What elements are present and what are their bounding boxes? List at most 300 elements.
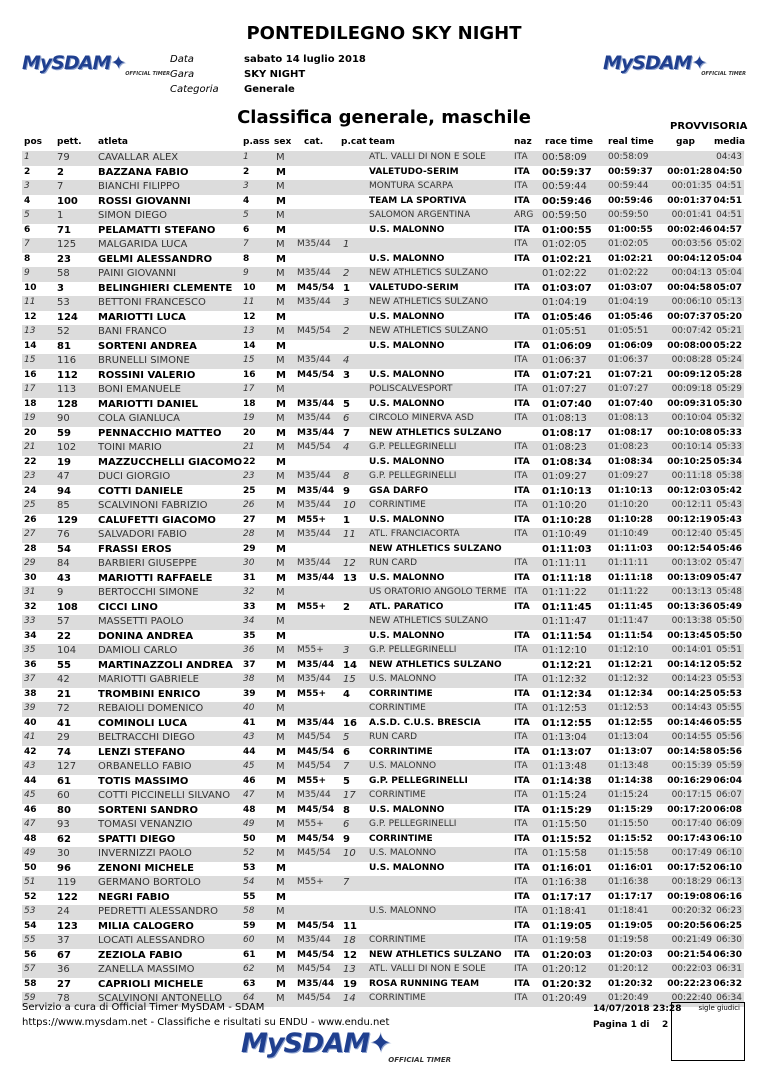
cell-gap: 00:04:12 <box>667 253 712 264</box>
cell-sex: M <box>276 819 285 830</box>
cell-team: NEW ATHLETICS SULZANO <box>369 326 489 336</box>
table-row <box>22 833 744 848</box>
cell-real-time: 01:11:54 <box>608 630 653 641</box>
cell-race-time: 01:19:05 <box>542 920 592 932</box>
cell-overall-pos: 55 <box>243 891 256 902</box>
cell-race-time: 01:13:04 <box>542 732 587 743</box>
cell-pace: 05:13 <box>716 297 742 307</box>
cell-team: G.P. PELLEGRINELLI <box>369 442 457 452</box>
cell-sex: M <box>276 398 286 410</box>
table-row <box>22 180 744 195</box>
cell-nation: ITA <box>514 572 530 583</box>
cell-category: M35/44 <box>297 239 331 249</box>
cell-category-pos: 15 <box>343 674 356 685</box>
cell-athlete: MARTINAZZOLI ANDREA <box>98 659 233 671</box>
cell-pos: 27 <box>24 529 36 539</box>
cell-sex: M <box>276 210 285 221</box>
cell-real-time: 01:10:28 <box>608 514 653 525</box>
table-row <box>22 644 744 659</box>
cell-category: M45/54 <box>297 761 331 771</box>
cell-gap: 00:14:58 <box>667 746 712 757</box>
cell-pos: 22 <box>24 456 37 467</box>
cell-race-time: 01:12:34 <box>542 688 592 700</box>
cell-sex: M <box>276 253 286 265</box>
cell-pace: 06:09 <box>716 819 742 829</box>
cell-pace: 04:51 <box>716 210 742 220</box>
cell-category: M55+ <box>297 645 324 655</box>
cell-race-time: 01:17:17 <box>542 891 592 903</box>
header-gap: gap <box>676 137 695 147</box>
cell-real-time: 01:07:27 <box>608 384 649 394</box>
cell-sex: M <box>276 413 285 424</box>
cell-nation: ITA <box>514 253 530 264</box>
table-row <box>22 963 744 978</box>
cell-real-time: 01:02:05 <box>608 239 649 249</box>
cell-race-time: 01:03:07 <box>542 282 592 294</box>
cell-athlete: GERMANO BORTOLO <box>98 877 201 888</box>
cell-nation: ITA <box>514 819 528 829</box>
cell-real-time: 01:07:21 <box>608 369 653 380</box>
cell-nation: ITA <box>514 630 530 641</box>
cell-pace: 05:02 <box>716 239 742 249</box>
cell-sex: M <box>276 746 286 758</box>
cell-nation: ITA <box>514 906 528 916</box>
cell-gap: 00:08:28 <box>671 355 712 365</box>
table-row <box>22 398 744 413</box>
cell-overall-pos: 64 <box>243 993 255 1003</box>
cell-bib: 21 <box>57 688 71 700</box>
cell-bib: 81 <box>57 340 71 352</box>
cell-race-time: 01:05:46 <box>542 311 592 323</box>
cell-nation: ITA <box>514 703 528 713</box>
cell-real-time: 01:12:32 <box>608 674 649 684</box>
cell-team: GSA DARFO <box>369 485 429 496</box>
cell-nation: ITA <box>514 282 530 293</box>
cell-sex: M <box>276 645 285 656</box>
cell-gap: 00:12:40 <box>671 529 712 539</box>
cell-gap: 00:20:56 <box>667 920 712 931</box>
cell-gap: 00:19:08 <box>667 891 712 902</box>
cell-bib: 76 <box>57 529 70 540</box>
cell-category-pos: 11 <box>343 920 357 932</box>
cell-real-time: 01:20:49 <box>608 993 649 1003</box>
cell-category-pos: 4 <box>343 442 350 453</box>
cell-category-pos: 2 <box>343 601 350 613</box>
cell-nation: ITA <box>514 645 528 655</box>
cell-real-time: 01:16:38 <box>608 877 649 887</box>
cell-overall-pos: 19 <box>243 413 255 423</box>
cell-race-time: 01:12:53 <box>542 703 587 714</box>
cell-overall-pos: 17 <box>243 384 255 394</box>
cell-race-time: 01:10:28 <box>542 514 592 526</box>
table-row <box>22 456 744 471</box>
cell-bib: 27 <box>57 978 71 990</box>
cell-real-time: 01:17:17 <box>608 891 653 902</box>
cell-athlete: TROMBINI ENRICO <box>98 688 201 700</box>
cell-category: M45/54 <box>297 746 335 757</box>
cell-overall-pos: 6 <box>243 224 250 235</box>
cell-pace: 05:28 <box>713 369 742 380</box>
cell-bib: 90 <box>57 413 70 424</box>
cell-race-time: 01:12:21 <box>542 659 592 671</box>
cell-pos: 53 <box>24 906 36 916</box>
cell-gap: 00:04:58 <box>667 282 712 293</box>
table-row <box>22 151 744 166</box>
table-row <box>22 978 744 993</box>
cell-category-pos: 6 <box>343 819 350 830</box>
cell-bib: 55 <box>57 659 71 671</box>
cell-gap: 00:13:09 <box>667 572 712 583</box>
cell-overall-pos: 11 <box>243 297 255 307</box>
cell-real-time: 01:20:32 <box>608 978 653 989</box>
cell-sex: M <box>276 717 286 729</box>
cell-pace: 05:59 <box>716 761 742 771</box>
cell-pos: 28 <box>24 543 37 554</box>
table-row <box>22 412 744 427</box>
cell-sex: M <box>276 862 286 874</box>
cell-nation: ITA <box>514 891 530 902</box>
cell-overall-pos: 32 <box>243 587 255 597</box>
cell-pace: 06:23 <box>716 906 742 916</box>
cell-real-time: 01:15:29 <box>608 804 653 815</box>
cell-athlete: SCALVINONI FABRIZIO <box>98 500 208 511</box>
cell-pos: 46 <box>24 804 37 815</box>
cell-pos: 31 <box>24 587 36 597</box>
cell-real-time: 01:09:27 <box>608 471 649 481</box>
table-row <box>22 572 744 587</box>
cell-category: M55+ <box>297 688 327 699</box>
cell-real-time: 01:13:07 <box>608 746 653 757</box>
cell-athlete: LENZI STEFANO <box>98 746 186 758</box>
cell-category-pos: 9 <box>343 833 350 845</box>
cell-category: M45/54 <box>297 964 331 974</box>
cell-pos: 58 <box>24 978 37 989</box>
cell-pos: 26 <box>24 514 37 525</box>
cell-sex: M <box>276 601 286 613</box>
cell-pos: 3 <box>24 181 30 191</box>
cell-real-time: 00:59:50 <box>608 210 649 220</box>
table-row <box>22 166 744 181</box>
cell-category: M35/44 <box>297 935 331 945</box>
cell-overall-pos: 2 <box>243 166 250 177</box>
cell-category-pos: 18 <box>343 935 356 946</box>
cell-overall-pos: 35 <box>243 630 256 641</box>
cell-gap: 00:02:46 <box>667 224 712 235</box>
cell-overall-pos: 39 <box>243 688 256 699</box>
cell-race-time: 00:59:50 <box>542 210 587 221</box>
cell-gap: 00:07:42 <box>671 326 712 336</box>
cell-bib: 62 <box>57 833 71 845</box>
cell-race-time: 01:15:24 <box>542 790 587 801</box>
cell-category-pos: 11 <box>343 529 356 540</box>
table-row <box>22 296 744 311</box>
cell-pace: 05:29 <box>716 384 742 394</box>
cell-race-time: 01:02:22 <box>542 268 587 279</box>
table-row <box>22 209 744 224</box>
cell-team: ATL. FRANCIACORTA <box>369 529 460 539</box>
cell-athlete: SPATTI DIEGO <box>98 833 176 845</box>
cell-gap: 00:14:55 <box>671 732 712 742</box>
cell-pos: 45 <box>24 790 36 800</box>
cell-team: CORRINTIME <box>369 993 426 1003</box>
cell-athlete: DONINA ANDREA <box>98 630 194 642</box>
cell-pace: 06:10 <box>713 862 742 873</box>
cell-bib: 84 <box>57 558 70 569</box>
cell-pos: 35 <box>24 645 36 655</box>
cell-overall-pos: 61 <box>243 949 256 960</box>
cell-sex: M <box>276 529 285 540</box>
gara-label: Gara <box>170 69 195 80</box>
cell-overall-pos: 30 <box>243 558 255 568</box>
table-row <box>22 325 744 340</box>
cell-nation: ITA <box>514 166 530 177</box>
cell-athlete: SORTENI SANDRO <box>98 804 198 816</box>
cell-real-time: 01:11:18 <box>608 572 653 583</box>
table-row <box>22 920 744 935</box>
cell-category: M35/44 <box>297 674 331 684</box>
table-row <box>22 688 744 703</box>
cell-real-time: 01:08:17 <box>608 427 653 438</box>
table-row <box>22 514 744 529</box>
cell-real-time: 01:03:07 <box>608 282 653 293</box>
cell-athlete: COMINOLI LUCA <box>98 717 188 729</box>
table-row <box>22 615 744 630</box>
cell-team: NEW ATHLETICS SULZANO <box>369 268 489 278</box>
cell-team: NEW ATHLETICS SULZANO <box>369 297 489 307</box>
cell-bib: 36 <box>57 964 70 975</box>
cell-race-time: 01:11:47 <box>542 616 587 627</box>
table-row <box>22 224 744 239</box>
cell-pos: 29 <box>24 558 36 568</box>
cell-pace: 05:24 <box>716 355 742 365</box>
cell-category-pos: 14 <box>343 659 357 671</box>
cell-pos: 12 <box>24 311 37 322</box>
cell-pace: 04:51 <box>716 181 742 191</box>
cell-athlete: SIMON DIEGO <box>98 210 168 221</box>
cell-nation: ITA <box>514 587 528 597</box>
cell-team: MONTURA SCARPA <box>369 181 453 191</box>
cell-team: VALETUDO-SERIM <box>369 166 459 177</box>
cell-athlete: MAZZUCCHELLI GIACOMO <box>98 456 243 468</box>
cell-team: CORRINTIME <box>369 833 433 844</box>
cell-category: M35/44 <box>297 485 335 496</box>
cell-real-time: 01:15:50 <box>608 819 649 829</box>
cell-team: U.S. MALONNO <box>369 456 445 467</box>
cell-sex: M <box>276 297 285 308</box>
cell-sex: M <box>276 340 286 352</box>
cell-athlete: TOMASI VENANZIO <box>98 819 193 830</box>
cell-sex: M <box>276 920 286 932</box>
cell-overall-pos: 10 <box>243 282 256 293</box>
cell-sex: M <box>276 978 286 990</box>
cell-athlete: MASSETTI PAOLO <box>98 616 184 627</box>
cell-race-time: 00:58:09 <box>542 152 587 163</box>
cell-nation: ITA <box>514 949 530 960</box>
cell-pos: 40 <box>24 717 37 728</box>
cell-real-time: 01:16:01 <box>608 862 653 873</box>
mysdam-logo-left <box>22 52 170 77</box>
cell-pos: 7 <box>24 239 30 249</box>
cell-team: NEW ATHLETICS SULZANO <box>369 616 489 626</box>
cell-category: M45/54 <box>297 732 331 742</box>
cell-athlete: MALGARIDA LUCA <box>98 239 188 250</box>
cell-bib: 128 <box>57 398 78 410</box>
cell-nation: ITA <box>514 993 528 1003</box>
header-race-time: race time <box>545 137 593 147</box>
cell-pos: 34 <box>24 630 37 641</box>
cell-category: M45/54 <box>297 848 331 858</box>
cell-overall-pos: 18 <box>243 398 256 409</box>
cell-pos: 33 <box>24 616 36 626</box>
cell-pace: 05:38 <box>716 471 742 481</box>
cell-gap: 00:12:03 <box>667 485 712 496</box>
table-row <box>22 282 744 297</box>
cell-pace: 06:16 <box>713 891 742 902</box>
cell-overall-pos: 15 <box>243 355 255 365</box>
cell-team: NEW ATHLETICS SULZANO <box>369 949 502 960</box>
cell-overall-pos: 25 <box>243 485 256 496</box>
cell-category-pos: 1 <box>343 239 350 250</box>
cell-team: U.S. MALONNO <box>369 340 445 351</box>
cell-race-time: 01:10:20 <box>542 500 587 511</box>
cell-nation: ITA <box>514 848 528 858</box>
header-cat: cat. <box>304 137 324 147</box>
cell-pace: 05:53 <box>713 688 742 699</box>
table-row <box>22 746 744 761</box>
table-row <box>22 340 744 355</box>
cell-athlete: BARBIERI GIUSEPPE <box>98 558 197 569</box>
cell-overall-pos: 8 <box>243 253 250 264</box>
cell-sex: M <box>276 224 286 236</box>
cell-sex: M <box>276 877 285 888</box>
cell-team: U.S. MALONNO <box>369 674 437 684</box>
cell-pace: 06:07 <box>716 790 742 800</box>
cell-pace: 05:45 <box>716 529 742 539</box>
cell-team: CORRINTIME <box>369 703 426 713</box>
cell-pace: 05:33 <box>713 427 742 438</box>
cell-real-time: 01:11:22 <box>608 587 649 597</box>
cell-sex: M <box>276 456 286 468</box>
cell-overall-pos: 46 <box>243 775 256 786</box>
cell-pace: 05:21 <box>716 326 742 336</box>
cell-pos: 47 <box>24 819 36 829</box>
cell-team: POLISCALVESPORT <box>369 384 453 394</box>
cell-team: US ORATORIO ANGOLO TERME <box>369 587 507 597</box>
cell-pace: 05:49 <box>713 601 742 612</box>
judges-signature-label: sigle giudici <box>698 1004 740 1012</box>
cell-athlete: TOINI MARIO <box>98 442 162 453</box>
data-value: sabato 14 luglio 2018 <box>244 54 366 65</box>
cell-sex: M <box>276 355 285 366</box>
cell-pos: 48 <box>24 833 37 844</box>
cell-category-pos: 6 <box>343 746 350 758</box>
table-row <box>22 485 744 500</box>
footer-service: Servizio a cura di Official Timer MySDAM - SDAM <box>22 1002 265 1013</box>
cell-gap: 00:17:43 <box>667 833 712 844</box>
cell-category-pos: 17 <box>343 790 356 801</box>
cell-pos: 8 <box>24 253 31 264</box>
cell-race-time: 01:20:32 <box>542 978 592 990</box>
footer-timestamp: 14/07/2018 23:28 <box>593 1004 682 1014</box>
cell-overall-pos: 27 <box>243 514 256 525</box>
cell-real-time: 01:15:52 <box>608 833 653 844</box>
cell-race-time: 00:59:44 <box>542 181 587 192</box>
cell-bib: 72 <box>57 703 70 714</box>
cell-pace: 05:43 <box>716 500 742 510</box>
table-row <box>22 543 744 558</box>
cell-gap: 00:03:56 <box>671 239 712 249</box>
cell-team: U.S. MALONNO <box>369 253 445 264</box>
cell-sex: M <box>276 993 285 1004</box>
cell-athlete: MARIOTTI LUCA <box>98 311 186 323</box>
cell-pos: 38 <box>24 688 37 699</box>
cell-bib: 125 <box>57 239 77 250</box>
cell-pos: 49 <box>24 848 36 858</box>
cell-category: M35/44 <box>297 978 335 989</box>
cell-real-time: 01:06:37 <box>608 355 649 365</box>
cell-overall-pos: 9 <box>243 268 249 278</box>
cell-bib: 7 <box>57 181 64 192</box>
cell-bib: 71 <box>57 224 71 236</box>
cell-pace: 05:04 <box>716 268 742 278</box>
cell-sex: M <box>276 804 286 816</box>
logo-text: MySDAM <box>22 52 111 74</box>
cell-race-time: 01:12:32 <box>542 674 587 685</box>
cell-race-time: 01:07:21 <box>542 369 592 381</box>
cell-team: G.P. PELLEGRINELLI <box>369 819 457 829</box>
cell-gap: 00:13:36 <box>667 601 712 612</box>
cell-real-time: 01:10:13 <box>608 485 653 496</box>
cell-gap: 00:08:00 <box>667 340 712 351</box>
cell-sex: M <box>276 674 285 685</box>
cell-pace: 06:13 <box>716 877 742 887</box>
cell-bib: 123 <box>57 920 78 932</box>
cell-gap: 00:12:54 <box>667 543 712 554</box>
cell-overall-pos: 47 <box>243 790 255 800</box>
cell-team: SALOMON ARGENTINA <box>369 210 471 220</box>
table-row <box>22 267 744 282</box>
table-row <box>22 195 744 210</box>
cell-category-pos: 12 <box>343 949 357 961</box>
cell-pos: 36 <box>24 659 37 670</box>
cell-category-pos: 5 <box>343 398 350 410</box>
cell-category-pos: 7 <box>343 877 350 888</box>
cell-race-time: 01:13:48 <box>542 761 587 772</box>
cell-category: M35/44 <box>297 500 331 510</box>
cell-race-time: 01:08:23 <box>542 442 587 453</box>
cell-real-time: 01:11:47 <box>608 616 649 626</box>
cell-bib: 24 <box>57 906 70 917</box>
cell-overall-pos: 12 <box>243 311 256 322</box>
cell-overall-pos: 52 <box>243 848 255 858</box>
cell-pos: 25 <box>24 500 36 510</box>
cell-real-time: 01:05:51 <box>608 326 649 336</box>
cell-category-pos: 13 <box>343 572 357 584</box>
cell-bib: 58 <box>57 268 70 279</box>
cell-pace: 05:32 <box>716 413 742 423</box>
cell-pace: 05:52 <box>713 659 742 670</box>
cell-real-time: 01:20:12 <box>608 964 649 974</box>
cell-real-time: 00:59:46 <box>608 195 653 206</box>
cell-category-pos: 2 <box>343 268 350 279</box>
header-sex: sex <box>274 137 292 147</box>
cell-team: CORRINTIME <box>369 935 426 945</box>
cell-pos: 41 <box>24 732 36 742</box>
cell-race-time: 01:11:18 <box>542 572 592 584</box>
cell-category-pos: 7 <box>343 761 350 772</box>
cell-sex: M <box>276 514 286 526</box>
cell-bib: 41 <box>57 717 71 729</box>
